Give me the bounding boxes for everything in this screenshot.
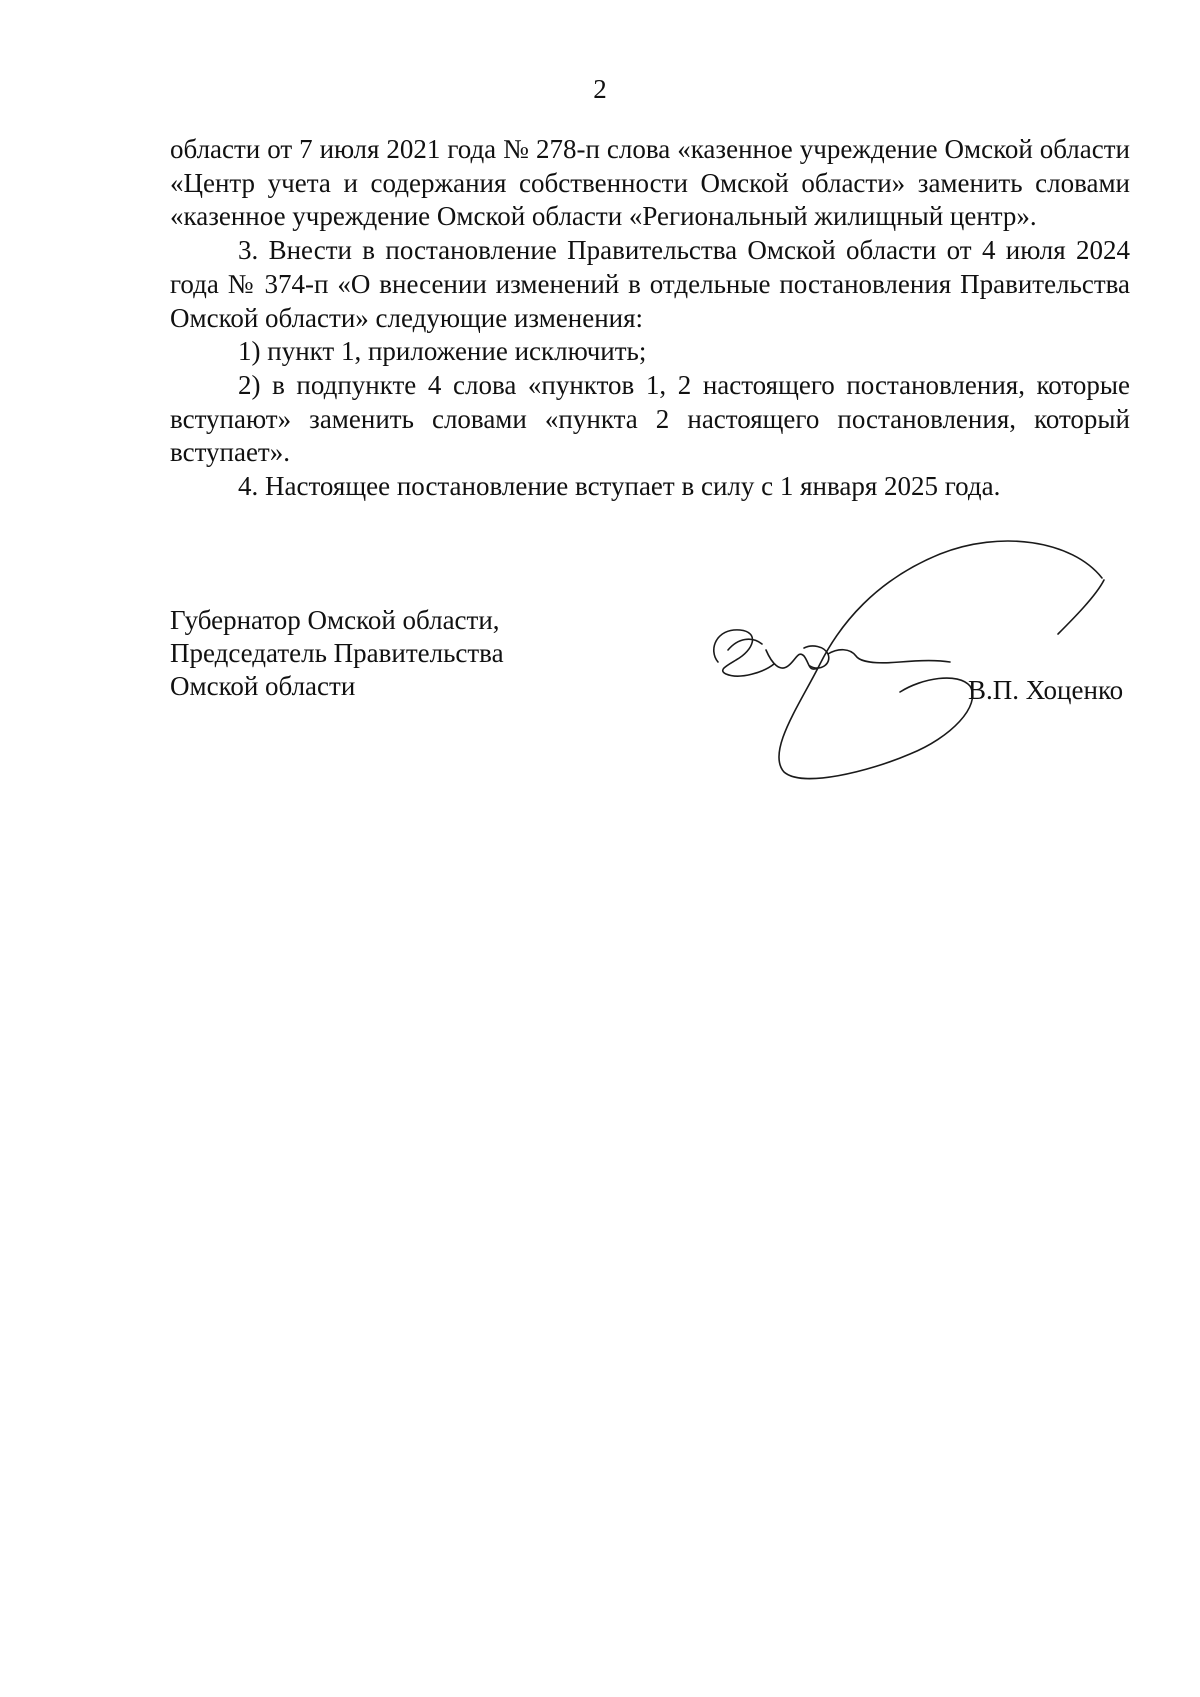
paragraph-subitem-2: 2) в подпункте 4 слова «пунктов 1, 2 настоящего постановления, которые вступают» заменить словами «пункта 2 настоящего постановления, который вступает».	[170, 369, 1130, 468]
page-number: 2	[593, 74, 607, 104]
signatory-title-line: Губернатор Омской области,	[170, 605, 500, 635]
signatory-title-line: Председатель Правительства	[170, 638, 504, 668]
signatory-title-line: Омской области	[170, 671, 356, 701]
paragraph-item-3: 3. Внести в постановление Правительства Омской области от 4 июля 2024 года № 374-п «О внесении изменений в отдельные постановления Правительства Омской области» следующие изменения:	[170, 235, 1130, 333]
signatory-name: В.П. Хоценко	[968, 675, 1124, 705]
paragraph-subitem-1: 1) пункт 1, приложение исключить;	[238, 336, 647, 367]
paragraph-item-4: 4. Настоящее постановление вступает в силу с 1 января 2025 года.	[238, 471, 1001, 502]
signatory-title-block	[170, 604, 504, 703]
document-body	[170, 133, 1130, 504]
handwritten-signature	[700, 532, 1140, 782]
paragraph-continuation: области от 7 июля 2021 года № 278-п слова «казенное учреждение Омской области «Центр учета и содержания собственности Омской области» заменить словами «казенное учреждение Омской области «Региональный жилищный центр».	[170, 134, 1130, 232]
